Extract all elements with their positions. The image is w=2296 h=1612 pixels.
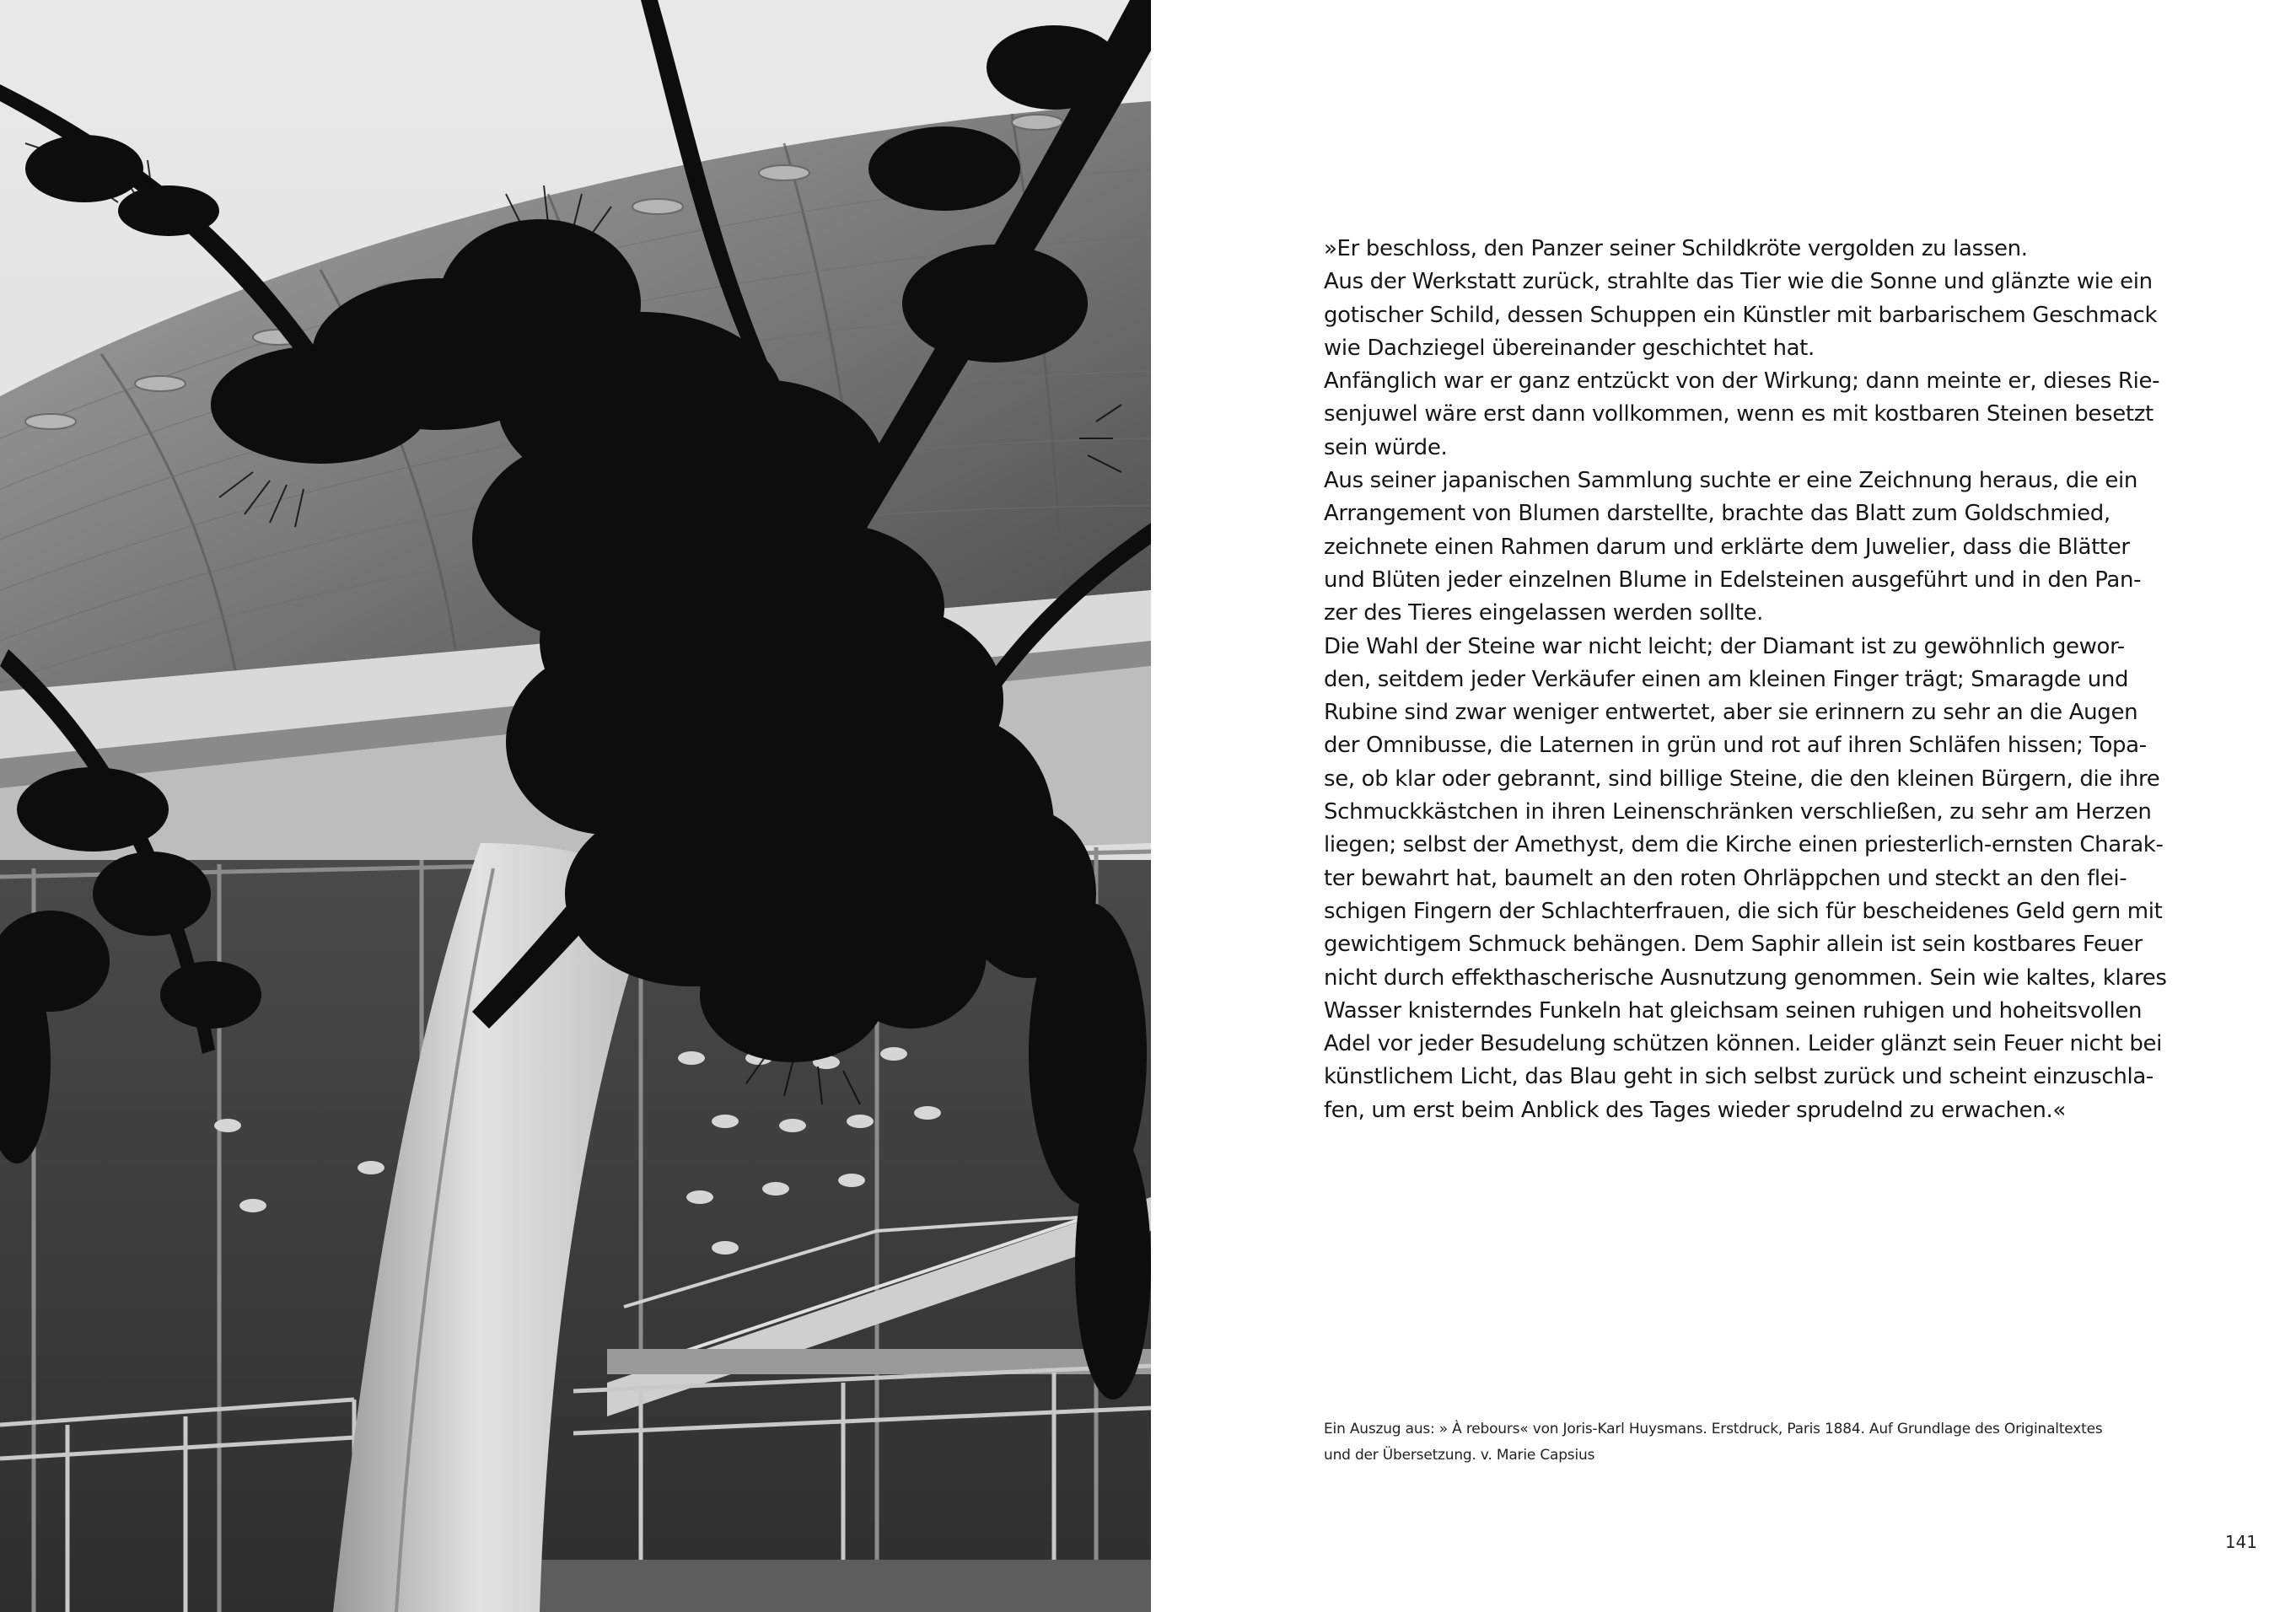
body-line: se, ob klar oder gebrannt, sind billige Steine, die den kleinen Bürgern, die ihre — [1324, 766, 2160, 792]
footnote-line: und der Übersetzung. v. Marie Capsius — [1324, 1447, 1595, 1464]
body-line: Schmuckkästchen in ihren Leinenschränken verschließen, zu sehr am Herzen — [1324, 799, 2152, 825]
body-line: »Er beschloss, den Panzer seiner Schildkröte vergolden zu lassen. — [1324, 236, 2028, 261]
body-line: schigen Fingern der Schlachterfrauen, die sich für bescheidenes Geld gern mit — [1324, 898, 2163, 924]
body-line: Anfänglich war er ganz entzückt von der Wirkung; dann meinte er, dieses Rie- — [1324, 368, 2160, 395]
body-line: der Omnibusse, die Laternen in grün und rot auf ihren Schläfen hissen; Topa- — [1324, 733, 2147, 759]
body-line: Adel vor jeder Besudelung schützen können. Leider glänzt sein Feuer nicht bei — [1324, 1031, 2163, 1057]
body-line: gotischer Schild, dessen Schuppen ein Künstler mit barbarischem Geschmack — [1324, 302, 2158, 328]
base-wall — [472, 1560, 1151, 1612]
body-line: Wasser knisterndes Funkeln hat gleichsam seinen ruhigen und hoheitsvollen — [1324, 997, 2143, 1024]
body-line: Aus der Werkstatt zurück, strahlte das Tier wie die Sonne und glänzte wie ein — [1324, 269, 2153, 295]
page-number: 141 — [2224, 1532, 2257, 1552]
text-page — [1151, 0, 2296, 1612]
source-footnote — [1324, 1416, 2167, 1469]
body-text — [1324, 233, 2167, 1127]
body-line: senjuwel wäre erst dann vollkommen, wenn es mit kostbaren Steinen besetzt — [1324, 401, 2154, 427]
body-line: nicht durch effekthascherische Ausnutzung genommen. Sein wie kaltes, klares — [1324, 965, 2167, 991]
body-line: zer des Tieres eingelassen werden sollte. — [1324, 600, 1764, 626]
footnote-line: Ein Auszug aus: » À rebours« von Joris-Karl Huysmans. Erstdruck, Paris 1884. Auf Grundlage des Originaltextes — [1324, 1421, 2103, 1437]
body-line: liegen; selbst der Amethyst, dem die Kirche einen priesterlich-ernsten Charak- — [1324, 832, 2164, 858]
body-line: Rubine sind zwar weniger entwertet, aber sie erinnern zu sehr an die Augen — [1324, 700, 2138, 726]
body-line: Die Wahl der Steine war nicht leicht; der Diamant ist zu gewöhnlich gewor- — [1324, 633, 2125, 659]
body-line: Arrangement von Blumen darstellte, brachte das Blatt zum Goldschmied, — [1324, 501, 2110, 527]
body-line: ter bewahrt hat, baumelt an den roten Ohrläppchen und steckt an den flei- — [1324, 865, 2127, 891]
body-line: den, seitdem jeder Verkäufer einen am kleinen Finger trägt; Smaragde und — [1324, 666, 2129, 692]
body-line: sein würde. — [1324, 434, 1448, 460]
body-line: gewichtigem Schmuck behängen. Dem Saphir allein ist sein kostbares Feuer — [1324, 932, 2143, 958]
body-line: und Blüten jeder einzelnen Blume in Edelsteinen ausgeführt und in den Pan- — [1324, 567, 2142, 593]
body-line: fen, um erst beim Anblick des Tages wieder sprudelnd zu erwachen.« — [1324, 1097, 2066, 1123]
body-line: wie Dachziegel übereinander geschichtet hat. — [1324, 335, 1815, 361]
body-line: Aus seiner japanischen Sammlung suchte er eine Zeichnung heraus, die ein — [1324, 468, 2137, 494]
body-line: künstlichem Licht, das Blau geht in sich selbst zurück und scheint einzuschla- — [1324, 1064, 2154, 1090]
body-line: zeichnete einen Rahmen darum und erklärte dem Juwelier, dass die Blätter — [1324, 534, 2130, 560]
